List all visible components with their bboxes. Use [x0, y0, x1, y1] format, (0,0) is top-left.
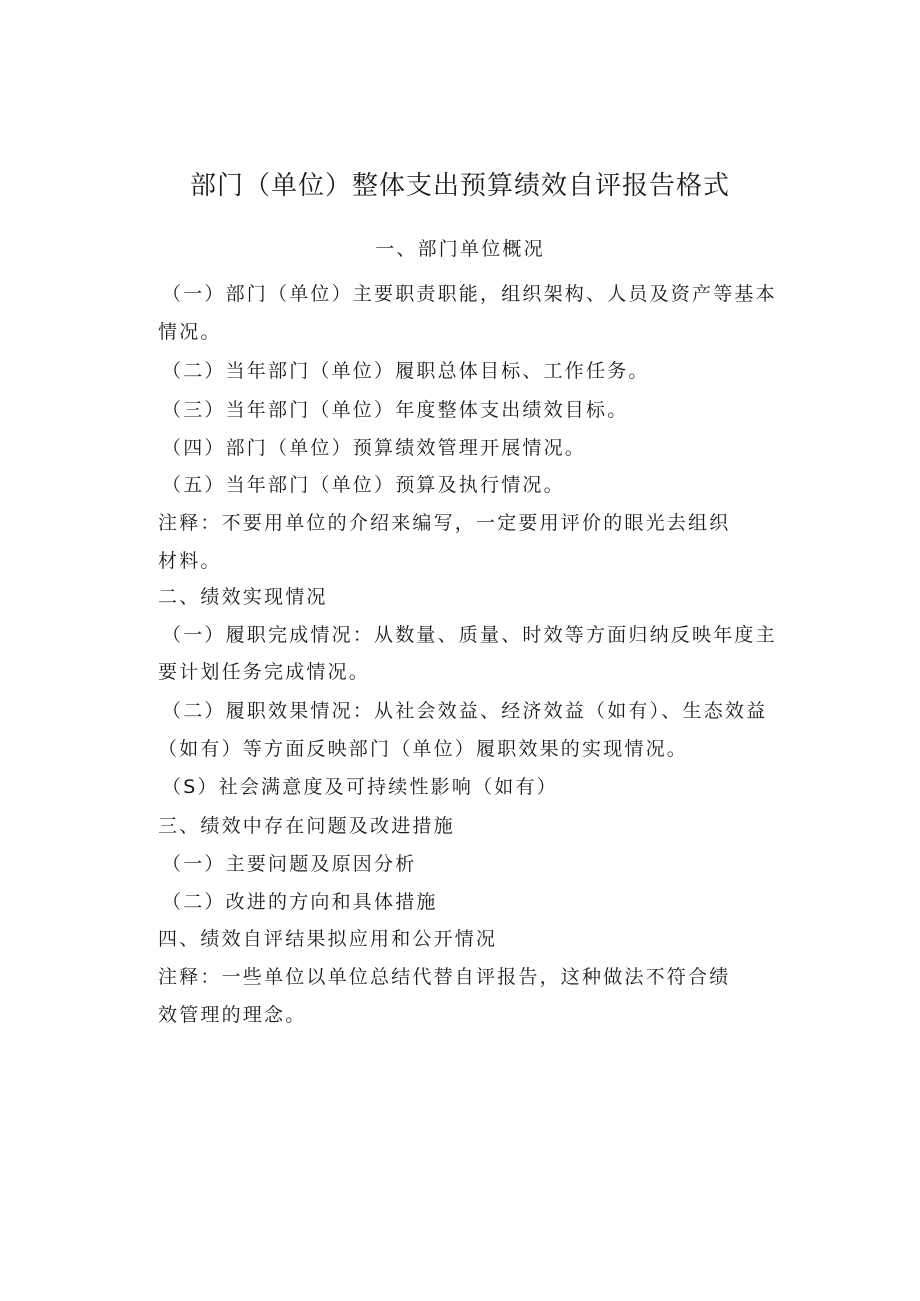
section-heading-3: 三、绩效中存在问题及改进措施 [158, 815, 455, 837]
paragraph-line: （一）履职完成情况：从数量、质量、时效等方面归纳反映年度主 [162, 624, 777, 646]
paragraph-line: （四）部门（单位）预算绩效管理开展情况。 [162, 437, 587, 459]
paragraph-line: 情况。 [158, 321, 222, 343]
paragraph-line: （S）社会满意度及可持续性影响（如有） [162, 776, 558, 798]
document-title: 部门（单位）整体支出预算绩效自评报告格式 [189, 171, 730, 201]
paragraph-line: （三）当年部门（单位）年度整体支出绩效目标。 [162, 399, 629, 421]
section-heading-2: 二、绩效实现情况 [158, 586, 328, 608]
paragraph-line: （如有）等方面反映部门（单位）履职效果的实现情况。 [158, 738, 689, 760]
section-heading-1: 一、部门单位概况 [375, 238, 545, 260]
note-line: 材料。 [158, 550, 222, 572]
paragraph-line: （一）部门（单位）主要职责职能，组织架构、人员及资产等基本 [162, 283, 777, 305]
paragraph-line: 要计划任务完成情况。 [158, 661, 371, 683]
note-line: 注释：不要用单位的介绍来编写，一定要用评价的眼光去组织 [158, 512, 731, 534]
paragraph-line: （二）履职效果情况：从社会效益、经济效益（如有）、生态效益 [162, 700, 768, 722]
paragraph-line: （一）主要问题及原因分析 [162, 853, 417, 875]
note-line: 注释：一些单位以单位总结代替自评报告，这种做法不符合绩 [158, 966, 731, 988]
paragraph-line: （二）改进的方向和具体措施 [162, 891, 438, 913]
paragraph-line: （五）当年部门（单位）预算及执行情况。 [162, 474, 565, 496]
paragraph-line: （二）当年部门（单位）履职总体目标、工作任务。 [162, 360, 650, 382]
note-line: 效管理的理念。 [158, 1004, 307, 1026]
section-heading-4: 四、绩效自评结果拟应用和公开情况 [158, 928, 498, 950]
